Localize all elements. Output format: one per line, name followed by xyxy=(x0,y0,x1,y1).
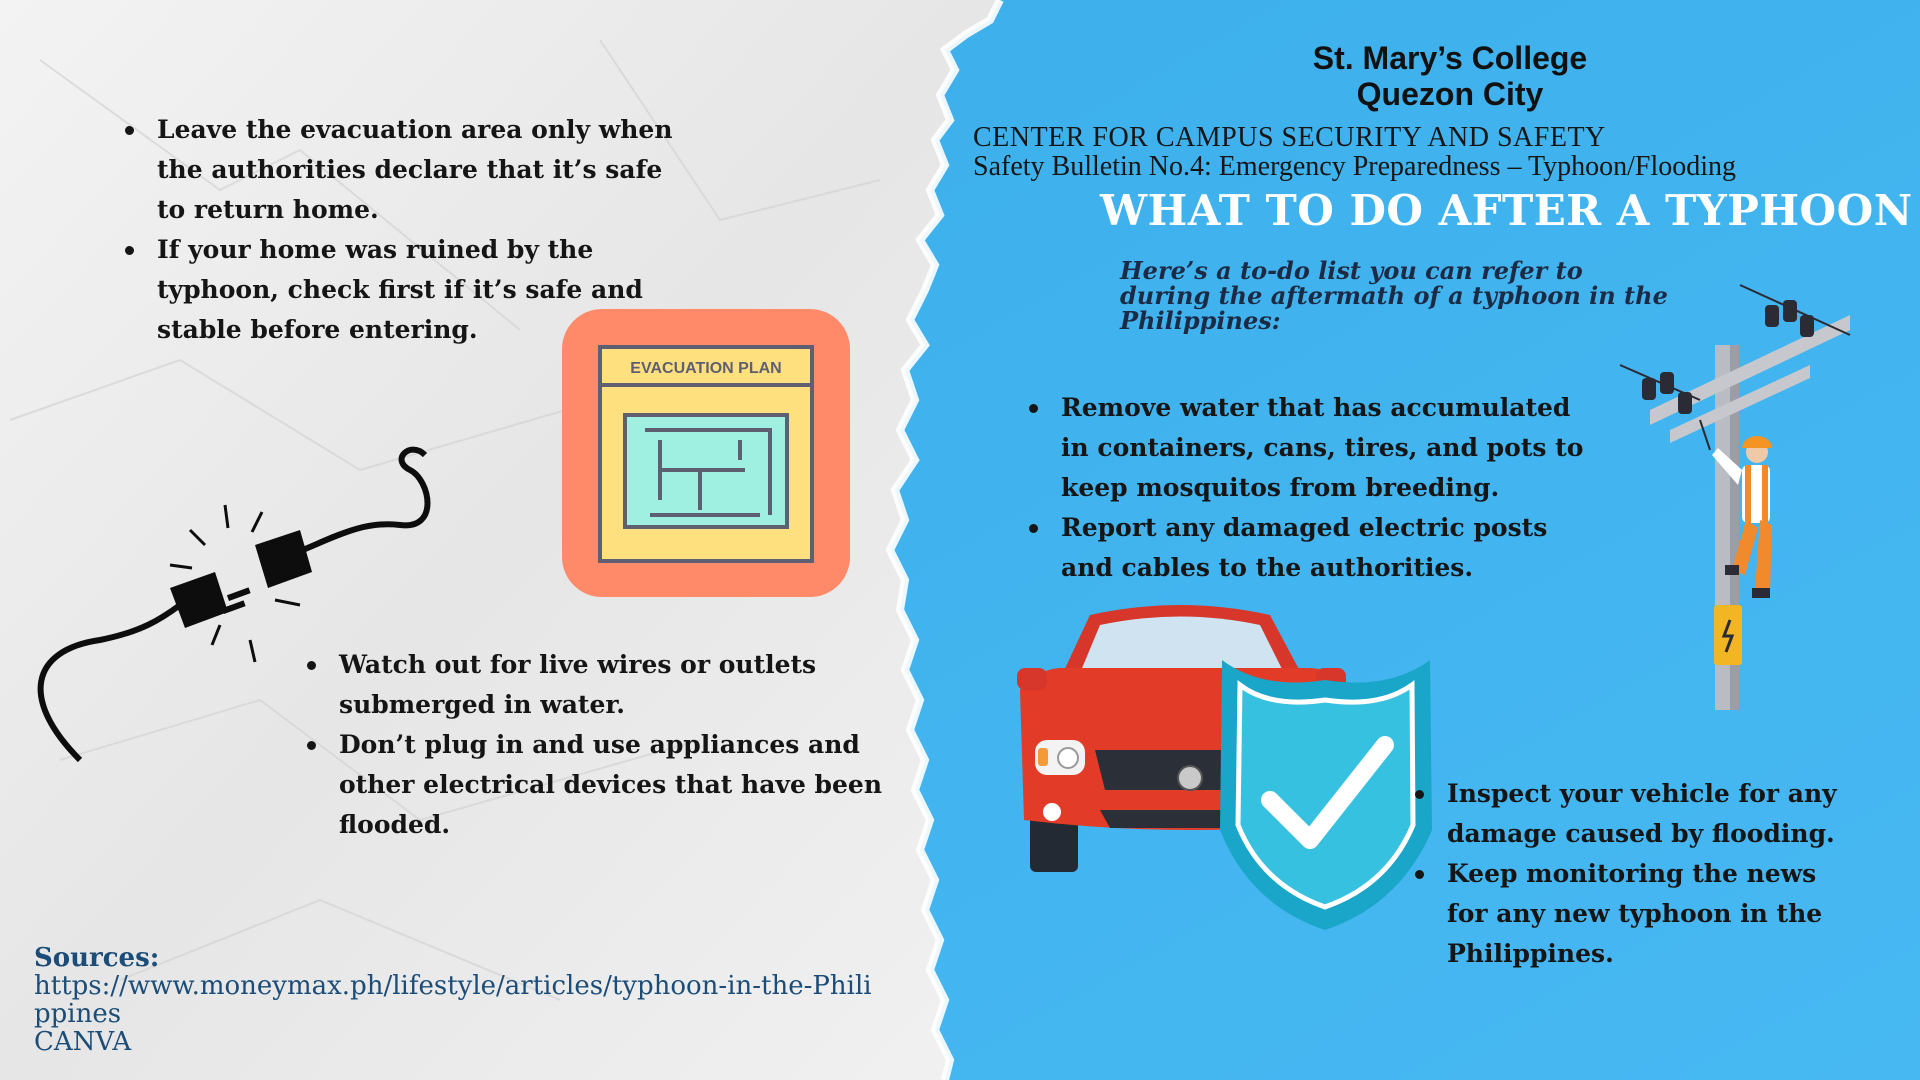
intro-text: Here’s a to-do list you can refer to during the aftermath of a typhoon in the Philippines: xyxy=(1120,256,1668,335)
college-line-1: St. Mary’s College xyxy=(1312,40,1588,76)
list-item: Don’t plug in and use appliances and other electrical devices that have been flooded. xyxy=(307,725,887,845)
sources-block xyxy=(34,944,874,1056)
sources-credit: CANVA xyxy=(34,1027,132,1057)
evacuation-plan-icon xyxy=(562,309,850,597)
page-title: WHAT TO DO AFTER A TYPHOON xyxy=(1100,186,1913,235)
bulletin-subtitle: Safety Bulletin No.4: Emergency Preparedness – Typhoon/Flooding xyxy=(973,151,1737,182)
evac-plan-label: EVACUATION PLAN xyxy=(630,360,782,377)
list-item: Remove water that has accumulated in containers, cans, tires, and pots to keep mosquitos from breeding. xyxy=(1029,388,1589,508)
college-name xyxy=(1190,40,1710,112)
list-item: Report any damaged electric posts and cables to the authorities. xyxy=(1029,508,1589,588)
electric-bullet-list xyxy=(307,645,887,845)
list-item: If your home was ruined by the typhoon, check first if it’s safe and stable before entering. xyxy=(125,230,685,350)
evac-bullet-list xyxy=(125,110,685,350)
water-bullet-list xyxy=(1029,388,1589,588)
list-item: Watch out for live wires or outlets submerged in water. xyxy=(307,645,887,725)
sources-label: Sources: xyxy=(34,943,160,973)
college-line-2: Quezon City xyxy=(1356,76,1544,112)
list-item: Inspect your vehicle for any damage caused by flooding. xyxy=(1415,774,1845,854)
center-title: CENTER FOR CAMPUS SECURITY AND SAFETY xyxy=(973,122,1606,153)
list-item: Leave the evacuation area only when the authorities declare that it’s safe to return home. xyxy=(125,110,685,230)
sources-url[interactable]: https://www.moneymax.ph/lifestyle/articles/typhoon-in-the-Philippines xyxy=(34,971,872,1029)
vehicle-bullet-list xyxy=(1415,774,1845,974)
list-item: Keep monitoring the news for any new typhoon in the Philippines. xyxy=(1415,854,1845,974)
